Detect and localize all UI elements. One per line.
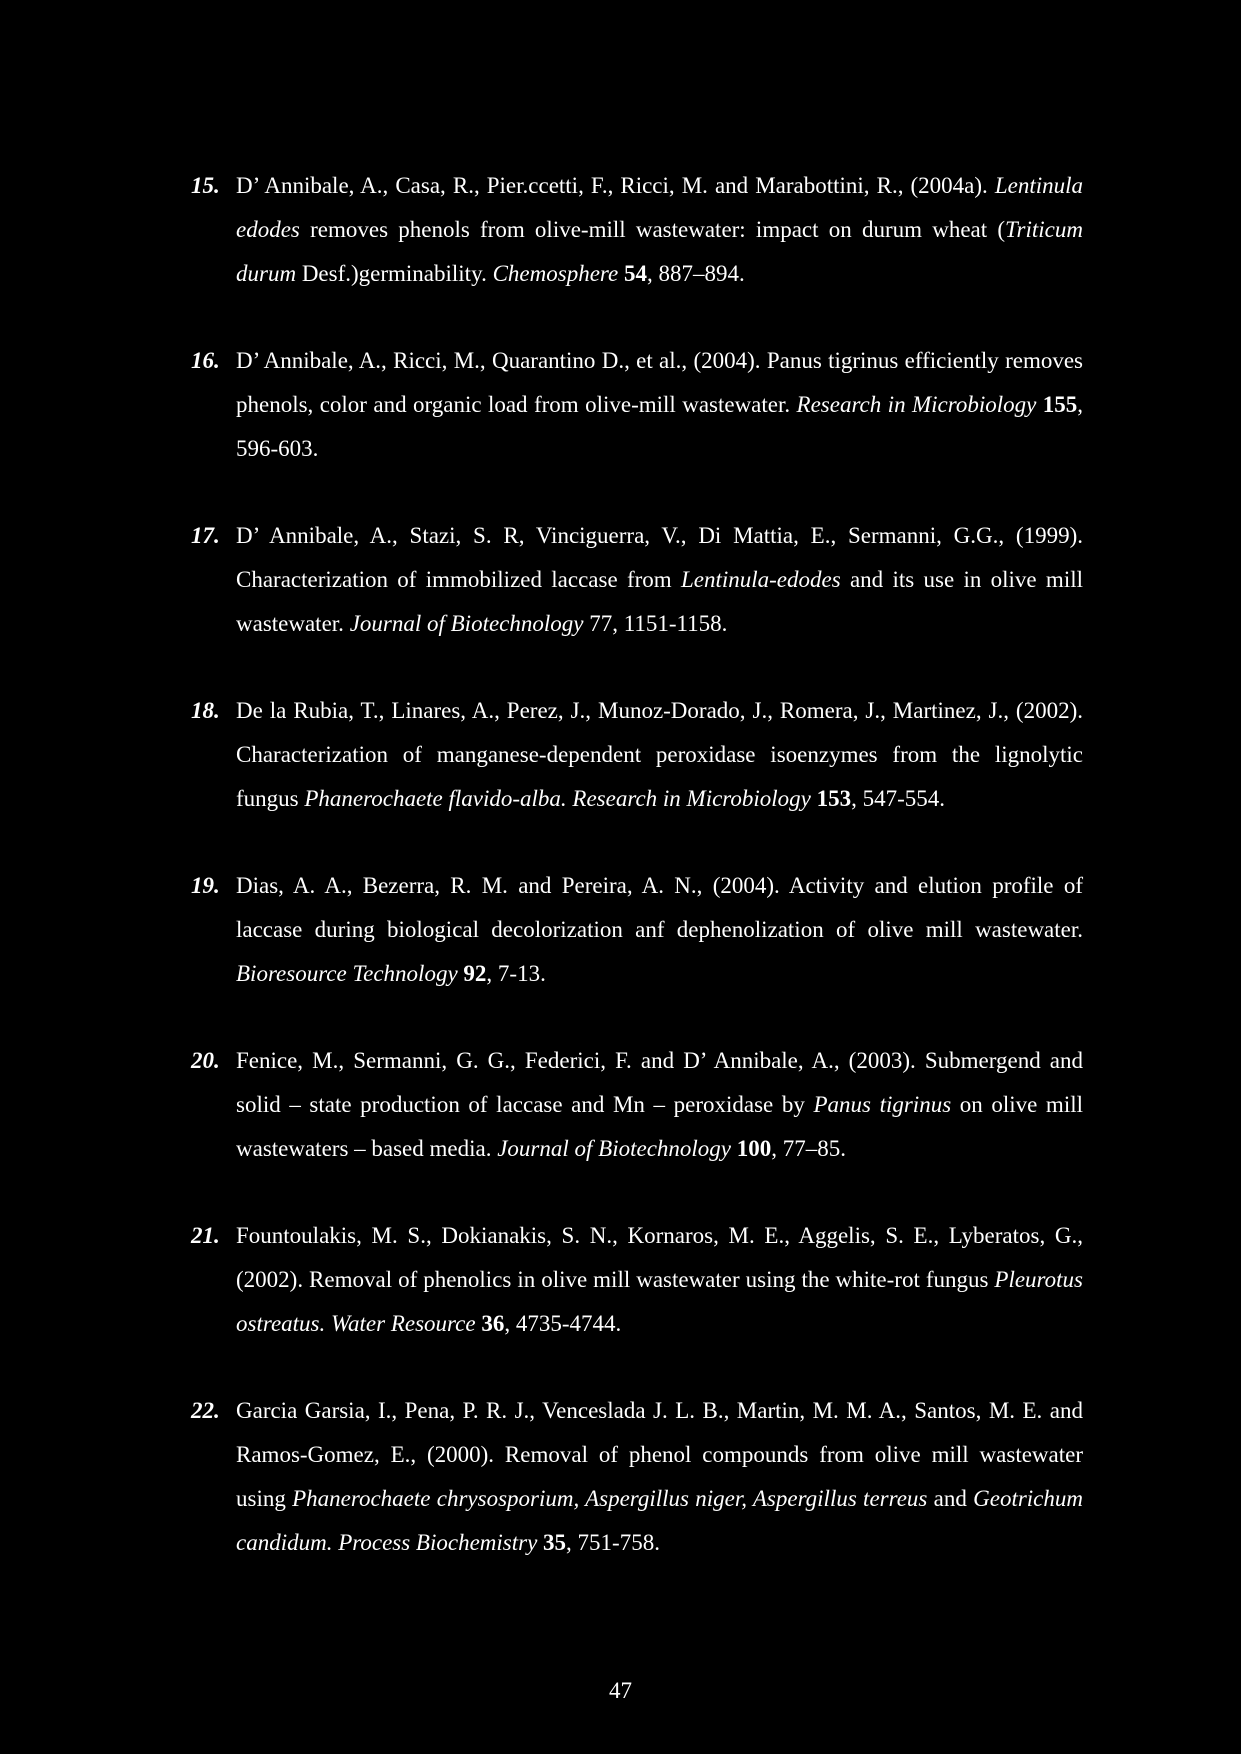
reference-number: 18. — [191, 698, 220, 723]
reference-text-segment: , 887–894. — [646, 261, 745, 286]
reference-text-segment: Dias, A. A., Bezerra, R. M. and Pereira, A. N., (2004). Activity and elution profile of laccase during biological decolorization anf dephenolization of olive mill wastewater. — [236, 873, 1083, 942]
reference-volume: 35 — [543, 1530, 567, 1555]
reference-item — [191, 514, 1083, 646]
reference-italic-text: Chemosphere — [492, 261, 619, 286]
reference-item — [191, 864, 1083, 996]
reference-text-segment: Desf.)germinability. — [296, 261, 493, 286]
reference-text-segment: Fountoulakis, M. S., Dokianakis, S. N., Kornaros, M. E., Aggelis, S. E., Lyberatos, G., (2002). Removal of phenolics in olive mill wastewater using the white-rot fungus — [236, 1223, 1083, 1292]
reference-text-segment: on olive mill wastewaters – based media. — [236, 1092, 1083, 1161]
reference-italic-text: Bioresource Technology — [236, 961, 458, 986]
reference-text-segment: Fenice, M., Sermanni, G. G., Federici, F. and D’ Annibale, A., (2003). Submergend and solid – state production of laccase and Mn – peroxidase by — [236, 1048, 1083, 1117]
reference-text — [236, 1223, 1083, 1336]
reference-italic-text: Lentinula edodes — [236, 173, 1083, 242]
reference-text — [236, 1048, 1083, 1161]
reference-list — [191, 164, 1083, 1608]
reference-text-segment: 77, 1151-1158. — [583, 611, 728, 636]
reference-text-segment: , 77–85. — [771, 1136, 847, 1161]
reference-italic-text: Journal of Biotechnology — [497, 1136, 732, 1161]
reference-text — [236, 873, 1083, 986]
reference-text-segment: removes phenols from olive-mill wastewater: impact on durum wheat ( — [299, 217, 1006, 242]
reference-item — [191, 339, 1083, 471]
reference-item — [191, 689, 1083, 821]
reference-number: 21. — [191, 1223, 220, 1248]
reference-number: 22. — [191, 1398, 220, 1423]
reference-text-segment: D’ Annibale, A., Stazi, S. R, Vinciguerra, V., Di Mattia, E., Sermanni, G.G., (1999). Characterization of immobilized laccase from — [236, 523, 1083, 592]
reference-volume: 92 — [463, 961, 487, 986]
reference-text-segment: , 751-758. — [566, 1530, 660, 1555]
reference-text-segment: , 596-603. — [236, 392, 1083, 461]
reference-italic-text: Research in Microbiology — [796, 392, 1037, 417]
reference-italic-text: Triticum durum — [236, 217, 1083, 286]
reference-italic-text: Journal of Biotechnology — [349, 611, 584, 636]
reference-volume: 36 — [481, 1311, 505, 1336]
reference-text-segment: , 4735-4744. — [504, 1311, 622, 1336]
reference-text — [236, 348, 1083, 461]
reference-text — [236, 523, 1083, 636]
reference-volume: 100 — [736, 1136, 772, 1161]
reference-text — [236, 698, 1083, 811]
reference-item — [191, 1214, 1083, 1346]
reference-volume: 153 — [816, 786, 852, 811]
reference-text — [236, 173, 1083, 286]
reference-italic-text: Pleurotus ostreatus. Water Resource — [236, 1267, 1083, 1336]
reference-italic-text: Geotrichum candidum. Process Biochemistry — [236, 1486, 1083, 1555]
reference-text-segment: and its use in olive mill wastewater. — [236, 567, 1083, 636]
reference-volume: 54 — [623, 261, 647, 286]
reference-italic-text: Phanerochaete chrysosporium, Aspergillus niger, Aspergillus terreus — [292, 1486, 928, 1511]
reference-italic-text: Panus tigrinus — [813, 1092, 952, 1117]
reference-text-segment: , 547-554. — [851, 786, 946, 811]
reference-text-segment: D’ Annibale, A., Ricci, M., Quarantino D., et al., (2004). Panus tigrinus efficiently removes phenols, color and organic load from olive-mill wastewater. — [236, 348, 1083, 417]
reference-text-segment: De la Rubia, T., Linares, A., Perez, J., Munoz-Dorado, J., Romera, J., Martinez, J., (2002). Characterization of manganese-dependent peroxidase isoenzymes from the lignolytic fungus — [236, 698, 1083, 811]
reference-text-segment: Garcia Garsia, I., Pena, P. R. J., Venceslada J. L. B., Martin, M. M. A., Santos, M. E. and Ramos-Gomez, E., (2000). Removal of phenol compounds from olive mill wastewater using — [236, 1398, 1083, 1511]
reference-text-segment: D’ Annibale, A., Casa, R., Pier.ccetti, F., Ricci, M. and Marabottini, R., (2004a). — [236, 173, 995, 198]
reference-text — [236, 1398, 1083, 1555]
reference-text-segment: and — [927, 1486, 974, 1511]
reference-italic-text: Lentinula-edodes — [680, 567, 841, 592]
reference-item — [191, 1389, 1083, 1565]
reference-volume: 155 — [1042, 392, 1078, 417]
reference-number: 15. — [191, 173, 220, 198]
reference-number: 17. — [191, 523, 220, 548]
reference-item — [191, 1039, 1083, 1171]
reference-number: 16. — [191, 348, 220, 373]
reference-italic-text: Phanerochaete flavido-alba. Research in Microbiology — [304, 786, 811, 811]
reference-item — [191, 164, 1083, 296]
reference-number: 19. — [191, 873, 220, 898]
reference-number: 20. — [191, 1048, 220, 1073]
page-number: 47 — [609, 1678, 632, 1703]
reference-text-segment: , 7-13. — [486, 961, 546, 986]
